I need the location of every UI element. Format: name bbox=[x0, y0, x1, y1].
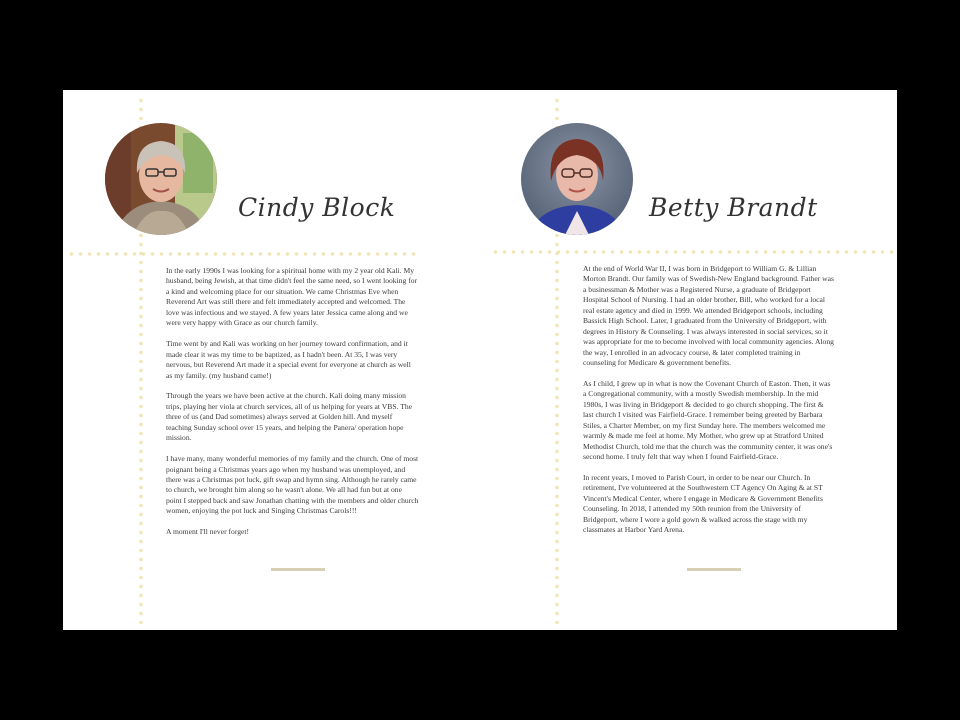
betty-brandt-story bbox=[583, 264, 835, 546]
story-paragraph: In recent years, I moved to Parish Court, in order to be near our Church. In retirement, I've volunteered at the Southwestern CT Agency On Aging & at ST Vincent's Medical Center, where I engage in Medicare & Government Benefits Counseling. In 2018, I attended my 50th reunion from the University of Bridgeport, where I wore a gold gown & walked across the stage with my classmates at Harbor Yard Arena. bbox=[583, 473, 823, 535]
story-paragraph: In the early 1990s I was looking for a spiritual home with my 2 year old Kali. My husband, being Jewish, at that time didn't feel the same need, so I went looking for a kind and welcoming place for our situation. We came Christmas Eve when Reverend Art was still there and felt immediately accepted and welcomed. The love was infectious and we stayed. A few years later Jessica came along and we were very happy with Grace as our church family. bbox=[166, 266, 418, 328]
right-decorative-bar bbox=[687, 568, 741, 571]
left-horizontal-dotted-rule bbox=[67, 252, 417, 256]
story-paragraph: A moment I'll never forget! bbox=[166, 527, 250, 537]
betty-brandt-photo bbox=[521, 123, 633, 235]
story-paragraph: Through the years we have been active at the church. Kali doing many mission trips, playing her viola at church services, all of us helping for years at VBS. The three of us (and Dad sometimes) always served at Golden hill. And myself teaching Sunday school over 15 years, and helping the Panera/ operation hope mission. bbox=[166, 391, 413, 443]
story-paragraph: As I child, I grew up in what is now the Covenant Church of Easton. Then, it was a Congregational community, with a mostly Swedish membership. In the mid 1980s, I was living in Bridgeport & decided to go church shopping. The first & last church I visited was Fairfield-Grace. I remember being greeted by Barbara Stiles, a Charter Member, on my first Sunday here. The members welcomed me warmly & made me feel at home. My Mother, who grew up at Stratford United Methodist Church, told me that the church was the community center, it was one's second home. I truly felt that way when I found Fairfield-Grace. bbox=[583, 378, 833, 462]
story-paragraph: Time went by and Kali was working on her journey toward confirmation, and it made clear it was my time to be baptized, as I hadn't been. At 35, I was very nervous, but Reverend Art made it a special event for everyone at church as well as my family. (my husband came!) bbox=[166, 339, 411, 380]
cindy-block-story bbox=[166, 266, 419, 548]
left-decorative-bar bbox=[271, 568, 325, 571]
booklet-spread bbox=[63, 90, 897, 630]
cindy-block-photo bbox=[105, 123, 217, 235]
right-horizontal-dotted-rule bbox=[491, 250, 897, 254]
person-name-heading: Cindy Block bbox=[238, 193, 396, 222]
person-name-heading: Betty Brandt bbox=[649, 193, 818, 222]
story-paragraph: At the end of World War II, I was born in Bridgeport to William G. & Lillian Morton Brandt. Our family was of Swedish-New England background. Father was a businessman & Mother was a Registered Nurse, a graduate of Bridgeport Hospital School of Nursing. I had an older brother, Bill, who worked for a local real estate agency and died in 1999. We attended Bridgeport schools, including Bassick High School. Later, I graduated from the University of Bridgeport, with degrees in History & Counseling. I was always interested in social services, so it was appropriate for me to become involved with local community agencies. Along the way, I enrolled in an advocacy course, & later completed training in counseling for Medicare & government benefits. bbox=[583, 264, 834, 368]
story-paragraph: I have many, many wonderful memories of my family and the church. One of most poignant being a Christmas years ago when my husband was unemployed, and there was a Christmas pot luck, gift swap and hymn sing. Although he rarely came to church, we brought him along so he wasn't alone. We all had fun but at one point I stepped back and saw Jonathan chatting with the members and older church women, enjoying the pot luck and Singing Christmas Carols!!! bbox=[166, 454, 419, 516]
